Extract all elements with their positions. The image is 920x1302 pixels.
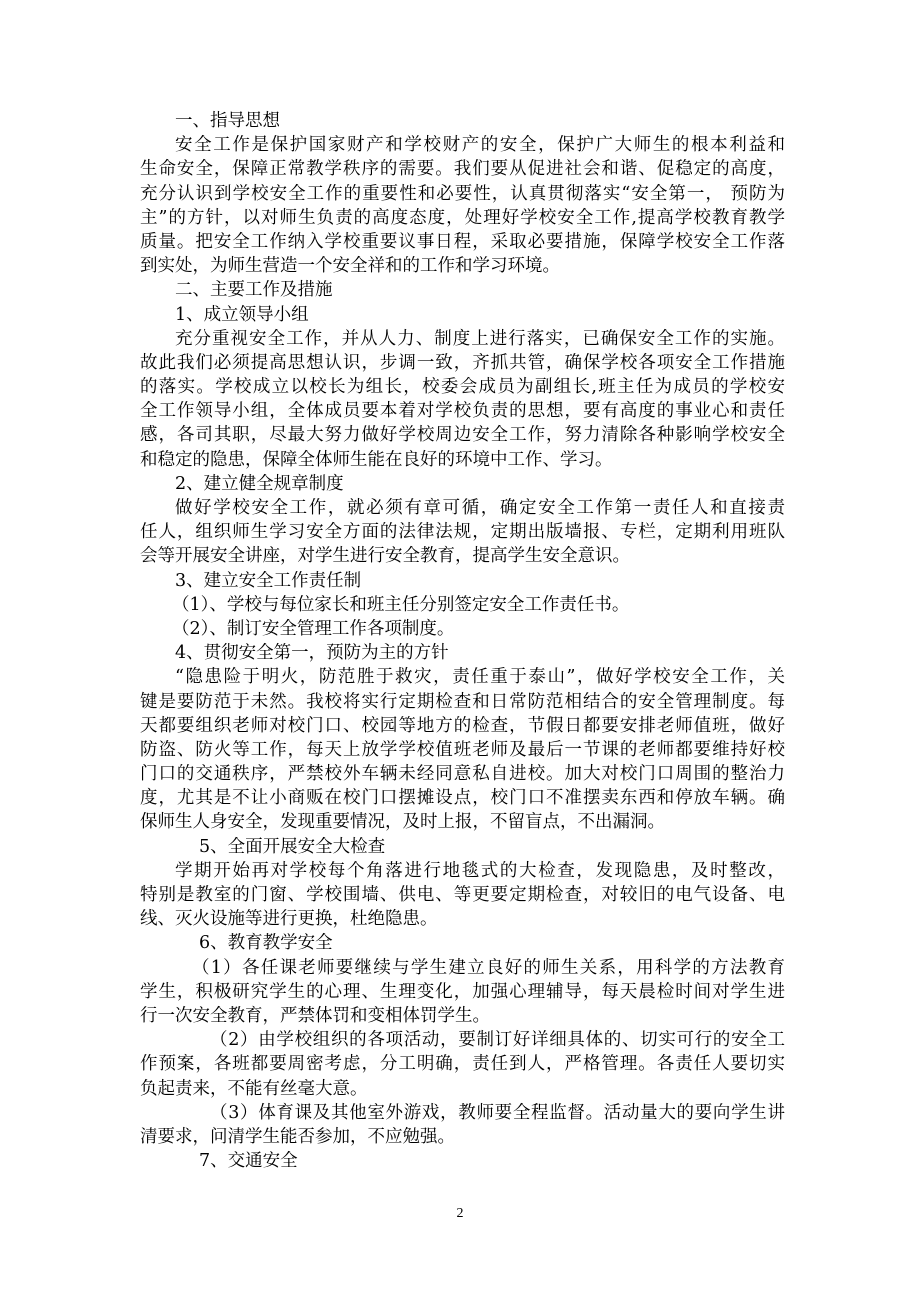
text-line: （1）各任课老师要继续与学生建立良好的师生关系，用科学的方法教育 — [192, 957, 785, 978]
text-line: 防盗、防火等工作，每天上放学学校值班老师及最后一节课的老师都要维持好校 — [140, 739, 785, 760]
text-line: 会等开展安全讲座，对学生进行安全教育，提高学生安全意识。 — [140, 546, 630, 567]
text-line: 作预案，各班都要周密考虑，分工明确，责任到人，严格管理。各责任人要切实 — [140, 1054, 785, 1075]
text-line: 保师生人身安全，发现重要情况，及时上报，不留盲点，不出漏洞。 — [140, 812, 665, 833]
text-line: 安全工作是保护国家财产和学校财产的安全，保护广大师生的根本利益和 — [175, 135, 785, 156]
subsection-heading: 6、教育教学安全 — [199, 933, 333, 954]
text-line: 做好学校安全工作，就必须有章可循，确定安全工作第一责任人和直接责 — [175, 498, 785, 518]
text-line: 学生，积极研究学生的心理、生理变化，加强心理辅导，每天晨检时间对学生进 — [140, 981, 785, 1002]
list-item: （2）、制订安全管理工作各项制度。 — [172, 618, 455, 639]
text-line: 学期开始再对学校每个角落进行地毯式的大检查，发现隐患，及时整改， — [175, 860, 785, 881]
text-line: 到实处，为师生营造一个安全祥和的工作和学习环境。 — [140, 256, 560, 277]
text-line: 的落实。学校成立以校长为组长，校委会成员为副组长,班主任为成员的学校安 — [140, 377, 785, 398]
text-line: 特别是教室的门窗、学校围墙、供电、等更要定期检查，对较旧的电气设备、电 — [140, 885, 785, 905]
text-line: 天都要组织老师对校门口、校园等地方的检查，节假日都要安排老师值班，做好 — [140, 715, 785, 736]
text-line: 键是要防范于未然。我校将实行定期检查和日常防范相结合的安全管理制度。每 — [140, 691, 785, 712]
page-number: 2 — [456, 1206, 464, 1221]
text-line: （3）体育课及其他室外游戏，教师要全程监督。活动量大的要向学生讲 — [210, 1102, 785, 1123]
text-line: 和稳定的隐患，保障全体师生能在良好的环境中工作、学习。 — [140, 449, 613, 470]
text-line: 清要求，问清学生能否参加，不应勉强。 — [140, 1126, 455, 1147]
subsection-heading: 7、交通安全 — [199, 1151, 298, 1172]
text-line: 质量。把安全工作纳入学校重要议事日程，采取必要措施，保障学校安全工作落 — [140, 231, 785, 252]
text-line: 线、灭火设施等进行更换，杜绝隐患。 — [140, 909, 438, 930]
section-heading: 一、指导思想 — [175, 111, 280, 131]
section-heading: 二、主要工作及措施 — [175, 280, 333, 301]
subsection-heading: 3、建立安全工作责任制 — [175, 570, 362, 591]
subsection-heading: 4、贯彻安全第一，预防为主的方针 — [175, 643, 449, 664]
text-line: 充分重视安全工作，并从人力、制度上进行落实，已确保安全工作的实施。 — [175, 328, 785, 349]
text-line: “隐患险于明火，防范胜于救灾，责任重于泰山”，做好学校安全工作，关 — [175, 667, 785, 688]
text-line: 负起责来，不能有丝毫大意。 — [140, 1078, 368, 1099]
text-line: 全工作领导小组，全体成员要本着对学校负责的思想，要有高度的事业心和责任 — [140, 401, 785, 422]
list-item: （1）、学校与每位家长和班主任分别签定安全工作责任书。 — [172, 594, 630, 615]
text-line: 感，各司其职，尽最大努力做好学校周边安全工作，努力清除各种影响学校安全 — [140, 425, 785, 446]
text-line: 行一次安全教育，严禁体罚和变相体罚学生。 — [140, 1005, 490, 1026]
text-line: 生命安全，保障正常教学秩序的需要。我们要从促进社会和谐、促稳定的高度， — [140, 159, 785, 180]
document-body — [140, 109, 785, 1173]
subsection-heading: 2、建立健全规章制度 — [175, 473, 344, 494]
text-line: 度，尤其是不让小商贩在校门口摆摊设点，校门口不准摆卖东西和停放车辆。确 — [140, 788, 785, 809]
text-line: 门口的交通秩序，严禁校外车辆未经同意私自进校。加大对校门口周围的整治力 — [140, 764, 785, 785]
subsection-heading: 1、成立领导小组 — [175, 304, 309, 325]
text-line: 主”的方针，以对师生负责的高度态度，处理好学校安全工作,提高学校教育教学 — [140, 207, 785, 228]
text-line: （2）由学校组织的各项活动，要制订好详细具体的、切实可行的安全工 — [210, 1030, 785, 1051]
text-line: 充分认识到学校安全工作的重要性和必要性，认真贯彻落实“安全第一， 预防为 — [140, 183, 785, 204]
text-line: 任人，组织师生学习安全方面的法律法规，定期出版墙报、专栏，定期利用班队 — [140, 522, 785, 543]
text-line: 故此我们必须提高思想认识，步调一致，齐抓共管，确保学校各项安全工作措施 — [140, 352, 785, 373]
subsection-heading: 5、全面开展安全大检查 — [199, 836, 386, 857]
